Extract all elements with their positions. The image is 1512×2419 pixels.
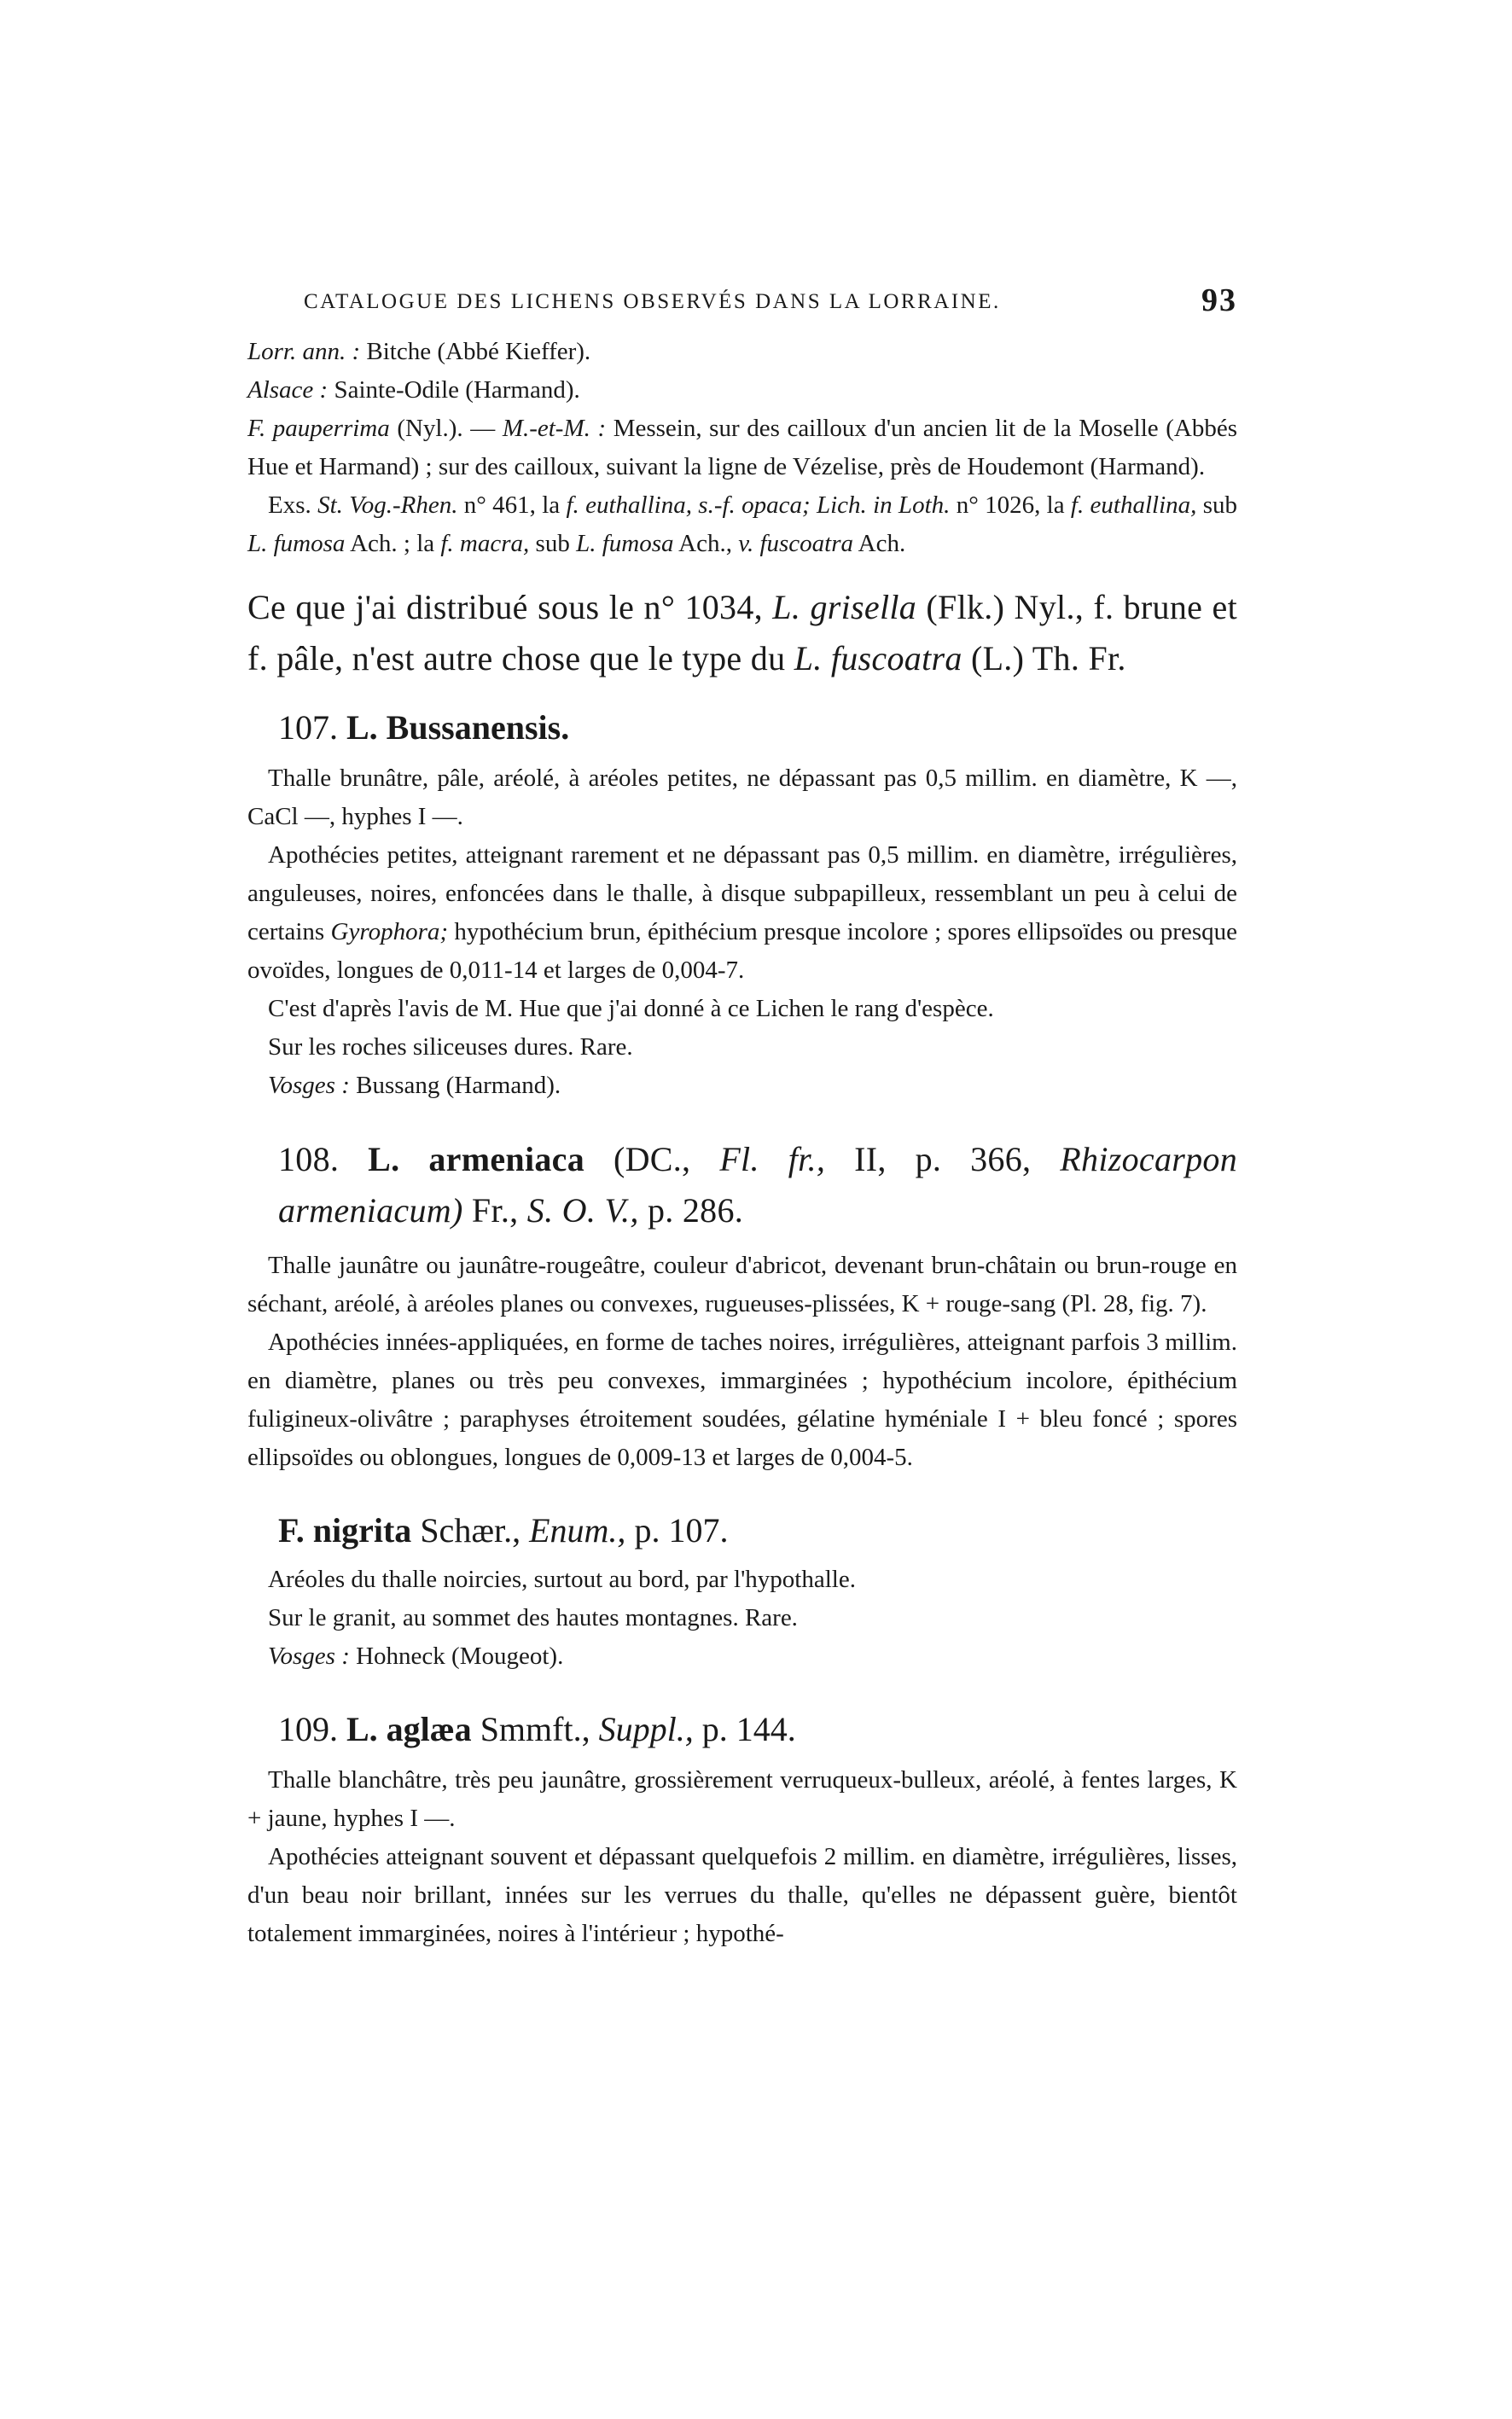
exs-series: St. Vog.-Rhen. (317, 491, 458, 519)
note-taxon: L. fuscoatra (794, 639, 962, 677)
citation-work: Enum., (529, 1511, 626, 1550)
species-number: 108. (278, 1140, 369, 1178)
exs-taxon: L. fumosa (576, 530, 674, 557)
remark: C'est d'après l'avis de M. Hue que j'ai donné à ce Lichen le rang d'espèce. (268, 995, 994, 1022)
note-text: (L.) Th. Fr. (962, 639, 1126, 677)
form-heading-nigrita (247, 1506, 1237, 1555)
citation-work: S. O. V., (526, 1191, 639, 1230)
note-taxon: L. grisella (772, 588, 917, 626)
species-name: L. Bussanensis. (346, 708, 570, 747)
locality-text: Bussang (Harmand). (349, 1072, 561, 1099)
description-apothecia: Apothécies innées-appliquées, en forme de taches noires, irrégulières, atteignant parfois 3 millim. en diamètre, planes ou très peu convexes, immarginées ; hypothécium incolore, épithécium fuligineux-olivâtre ; paraphyses étroitement soudées, gélatine hyméniale I + bleu foncé ; spores ellipsoïdes ou oblongues, longues de 0,009-13 et larges de 0,004-5. (247, 1329, 1237, 1471)
exsiccata-paragraph (247, 486, 1237, 563)
citation-text: Schær., (411, 1511, 530, 1550)
note-text: Ce que j'ai distribué sous le n° 1034, (247, 588, 773, 626)
citation-text: p. 107. (625, 1511, 729, 1550)
species-name: L. armeniaca (368, 1140, 585, 1178)
description-thallus: Thalle jaunâtre ou jaunâtre-rougeâtre, couleur d'abricot, devenant brun-châtain ou brun-rouge en séchant, aréolé, à aréoles planes ou convexes, rugueuses-plissées, K + rouge-sang (Pl. 28, fig. 7). (247, 1252, 1237, 1317)
citation-text: p. 144. (693, 1710, 796, 1748)
note-text: (Flk.) Nyl., f. brune et f. pâle, n'est autre chose que le type du (247, 588, 1237, 677)
citation-text: Fr., (462, 1191, 527, 1230)
exs-text: sub (529, 530, 577, 557)
exs-variety: v. fuscoatra (738, 530, 854, 557)
locality-text: Hohneck (Mougeot). (349, 1643, 564, 1670)
species-heading-107 (247, 703, 1237, 753)
description-thallus: Thalle brunâtre, pâle, aréolé, à aréoles petites, ne dépassant pas 0,5 millim. en diamètre, K —, CaCl —, hyphes I —. (247, 765, 1237, 830)
locality-text: Bitche (Abbé Kieffer). (360, 338, 591, 365)
author-text: (Nyl.). — (389, 415, 503, 442)
description-apothecia: Apothécies atteignant souvent et dépassant quelquefois 2 millim. en diamètre, irrégulières, lisses, d'un beau noir brillant, innées sur les verrues du thalle, qu'elles ne dépassent guère, bientôt totalement immarginées, noires à l'intérieur ; hypothé- (247, 1843, 1237, 1947)
region-label: M.-et-M. : (502, 415, 607, 442)
species-number: 107. (278, 708, 338, 747)
species-number: 109. (278, 1710, 346, 1748)
exs-form: f. euthallina, s.-f. opaca; Lich. in Loth. (566, 491, 951, 519)
form-name: F. nigrita (278, 1511, 412, 1550)
page (247, 282, 1237, 1953)
citation-text: p. 286. (638, 1191, 744, 1230)
locality-vosges (247, 1067, 1237, 1105)
citation-text: II, p. 366, (825, 1140, 1061, 1178)
form-pauperrima (247, 410, 1237, 486)
description-thallus: Thalle blanchâtre, très peu jaunâtre, grossièrement verruqueux-bulleux, aréolé, à fentes larges, K + jaune, hyphes I —. (247, 1766, 1237, 1832)
description-apothecia (247, 836, 1237, 990)
habitat: Sur les roches siliceuses dures. Rare. (268, 1033, 633, 1061)
genus-name: Gyrophora; (330, 918, 449, 945)
exs-form: f. macra, (440, 530, 530, 557)
desc-text: hypothécium brun, épithécium presque incolore ; spores ellipsoïdes ou presque ovoïdes, longues de 0,011-14 et larges de 0,004-7. (247, 918, 1237, 984)
citation-text: (DC., (584, 1140, 720, 1178)
exs-text: n° 461, la (457, 491, 567, 519)
synonym: Rhizocarpon armeniacum) (278, 1140, 1238, 1230)
running-title: CATALOGUE DES LICHENS OBSERVÉS DANS LA LORRAINE. (304, 290, 1001, 313)
form-name: F. pauperrima (247, 415, 390, 442)
locality-text: Messein, sur des cailloux d'un ancien lit de la Moselle (Abbés Hue et Harmand) ; sur des cailloux, suivant la ligne de Vézelise, près de Houdemont (Harmand). (247, 415, 1237, 480)
exs-text: Ach. (853, 530, 906, 557)
citation-text: Smmft., (471, 1710, 599, 1748)
exs-text: Ach. ; la (345, 530, 441, 557)
running-head (247, 282, 1237, 333)
exs-label: Exs. (268, 491, 318, 519)
region-label: Vosges : (268, 1643, 350, 1670)
region-label: Lorr. ann. : (247, 338, 361, 365)
region-label: Alsace : (247, 376, 329, 404)
exs-text: sub (1196, 491, 1238, 519)
exs-taxon: L. fumosa (247, 530, 346, 557)
region-label: Vosges : (268, 1072, 350, 1099)
exs-form: f. euthallina, (1070, 491, 1197, 519)
citation-work: Fl. fr., (719, 1140, 826, 1178)
habitat: Sur le granit, au sommet des hautes montagnes. Rare. (268, 1604, 798, 1631)
exs-text: n° 1026, la (950, 491, 1071, 519)
page-number: 93 (1201, 282, 1237, 318)
description-form: Aréoles du thalle noircies, surtout au bord, par l'hypothalle. (268, 1566, 856, 1593)
species-heading-108 (247, 1134, 1237, 1236)
species-heading-109 (247, 1705, 1237, 1754)
citation-work: Suppl., (598, 1710, 694, 1748)
distribution-note (247, 582, 1237, 684)
exs-text: Ach., (673, 530, 739, 557)
locality-vosges (247, 1637, 1237, 1676)
species-name: L. aglæa (346, 1710, 472, 1748)
locality-alsace (247, 371, 1237, 410)
locality-text: Sainte-Odile (Harmand). (328, 376, 580, 404)
desc-text: Apothécies petites, atteignant rarement et ne dépassant pas 0,5 millim. en diamètre, irrégulières, anguleuses, noires, enfoncées dans le thalle, à disque subpapilleux, ressemblant un peu à celui de certains (247, 841, 1237, 945)
locality-lorraine (247, 333, 1237, 371)
